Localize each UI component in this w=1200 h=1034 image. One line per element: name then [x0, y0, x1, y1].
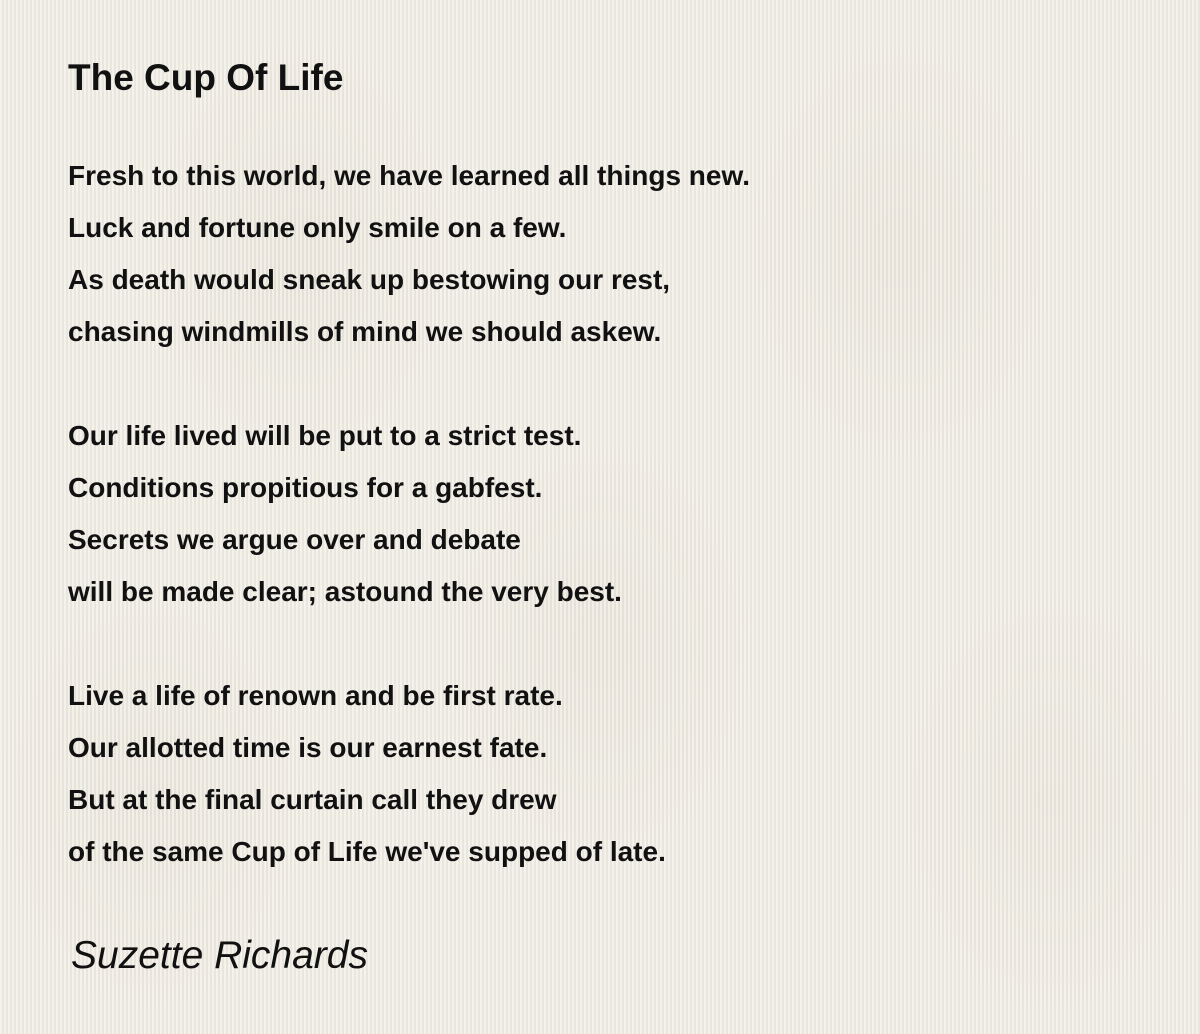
- poem-line: But at the final curtain call they drew: [68, 784, 557, 815]
- poem-line: Conditions propitious for a gabfest.: [68, 472, 543, 503]
- stanza-1: [68, 150, 1148, 358]
- poem-line: of the same Cup of Life we've supped of late.: [68, 836, 666, 867]
- poem-line: Secrets we argue over and debate: [68, 524, 521, 555]
- poem-card: [68, 54, 1148, 980]
- poem-line: chasing windmills of mind we should askew.: [68, 316, 662, 347]
- poem-title: The Cup Of Life: [68, 57, 344, 98]
- poem-line: Luck and fortune only smile on a few.: [68, 212, 567, 243]
- stanza-2: [68, 410, 1148, 618]
- poem-line: Fresh to this world, we have learned all things new.: [68, 160, 750, 191]
- poem-line: will be made clear; astound the very best.: [68, 576, 622, 607]
- stanza-3: [68, 670, 1148, 878]
- poem-line: Live a life of renown and be first rate.: [68, 680, 563, 711]
- poem-line: As death would sneak up bestowing our rest,: [68, 264, 671, 295]
- poem-line: Our life lived will be put to a strict test.: [68, 420, 582, 451]
- poem-author: Suzette Richards: [71, 934, 368, 977]
- poem-body: [68, 150, 1148, 878]
- poem-line: Our allotted time is our earnest fate.: [68, 732, 548, 763]
